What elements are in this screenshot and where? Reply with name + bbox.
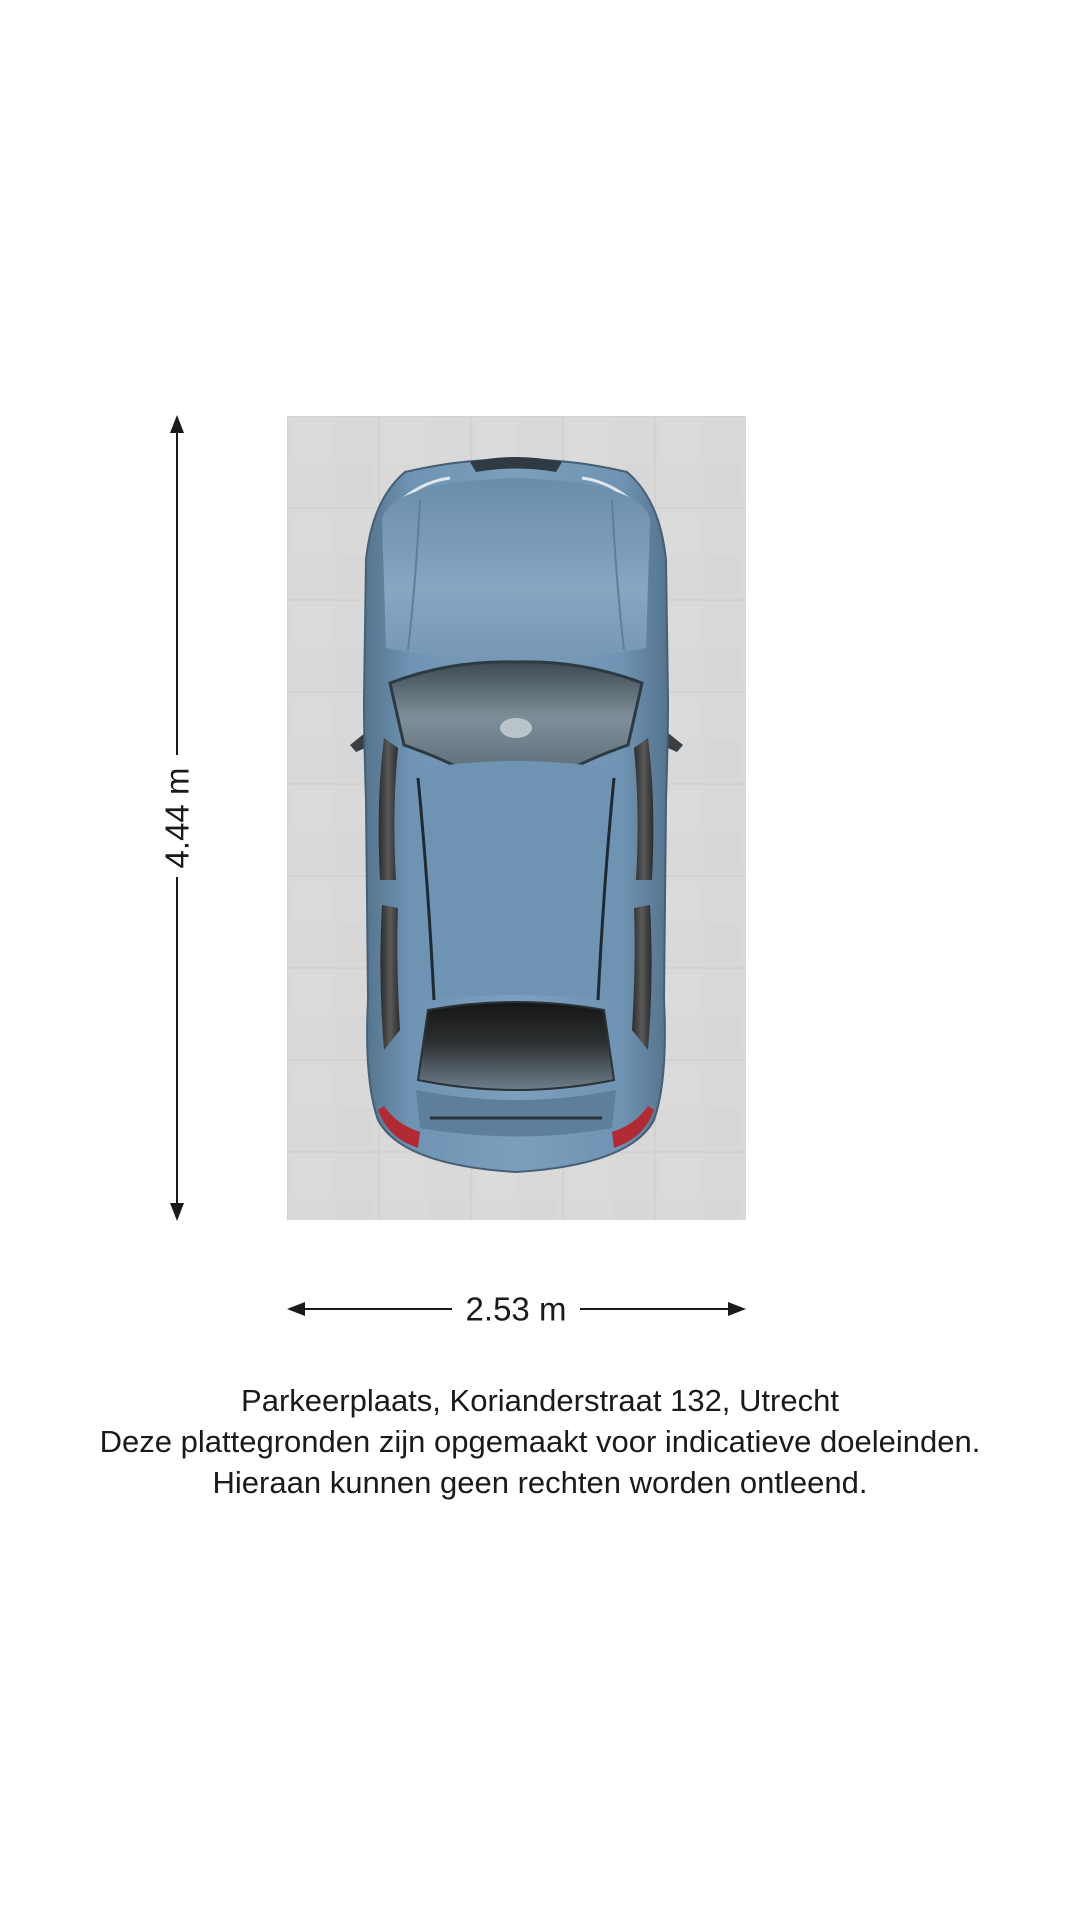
depth-dimension xyxy=(159,415,196,1221)
plan-caption xyxy=(0,1380,1080,1503)
caption-disclaimer-line2: Hieraan kunnen geen rechten worden ontleend. xyxy=(212,1465,868,1500)
caption-title: Parkeerplaats, Korianderstraat 132, Utrecht xyxy=(241,1383,839,1418)
caption-disclaimer-line1: Deze plattegronden zijn opgemaakt voor indicatieve doeleinden. xyxy=(99,1424,981,1459)
depth-label: 4.44 m xyxy=(158,767,196,869)
width-dimension xyxy=(287,1288,746,1330)
car-icon xyxy=(350,457,683,1172)
width-label: 2.53 m xyxy=(465,1290,567,1328)
